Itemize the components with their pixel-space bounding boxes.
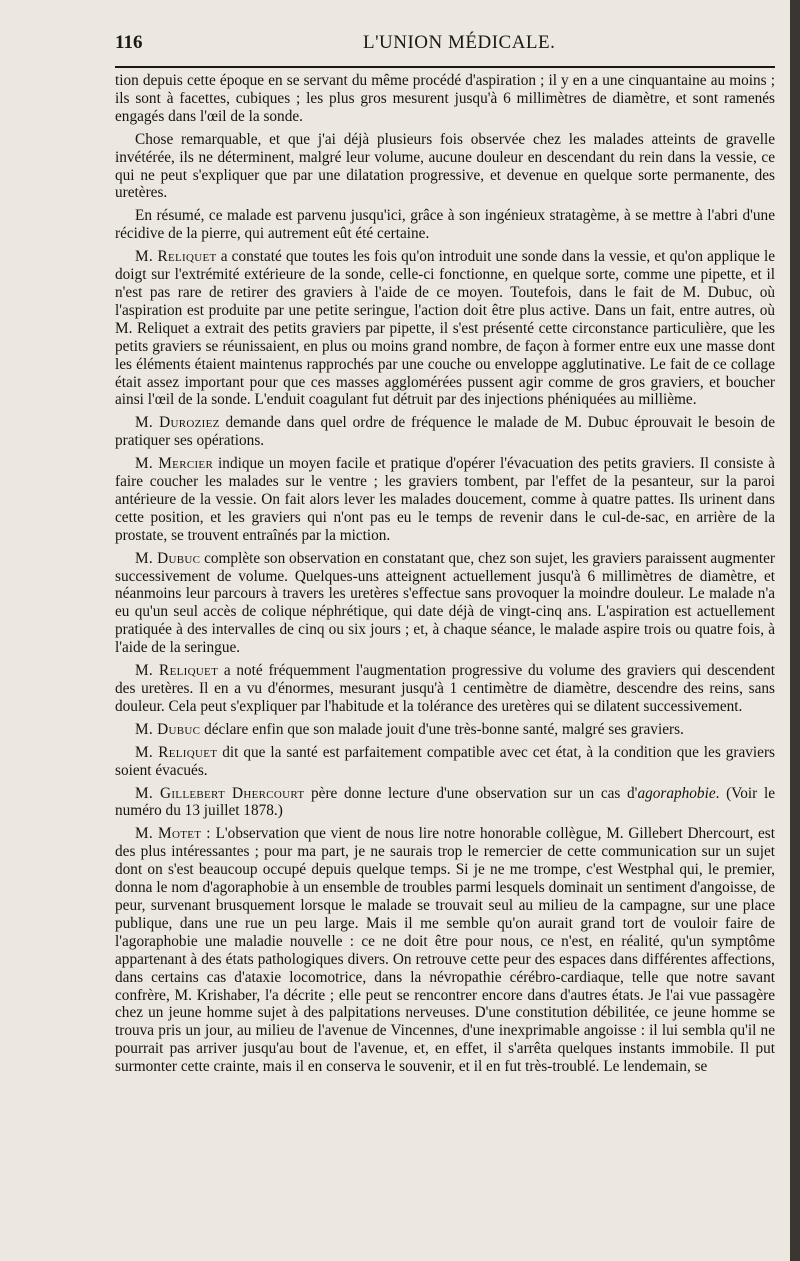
speaker-name: M. Dubuc bbox=[135, 549, 201, 567]
paragraph: M. Dubuc complète son observation en constatant que, chez son sujet, les graviers paraissent augmenter successivement de volume. Quelques-uns atteignent actuellement jusqu'à 6 millimètres de diamètre, et néanmoins leur parcours à travers les uretères s'effectue sans provoquer la moindre douleur. Le malade n'a eu qu'un seul accès de colique néphrétique, qui date déjà de vingt-cinq ans. L'aspiration est actuellement pratiquée à des intervalles de cinq ou six jours ; et, à chaque séance, le malade aspire trois ou quatre fois, à l'aide de la seringue. bbox=[115, 549, 775, 657]
speaker-name: M. Dubuc bbox=[135, 720, 201, 738]
header-rule bbox=[115, 66, 775, 68]
paragraph: tion depuis cette époque en se servant du même procédé d'aspiration ; il y en a une cinquantaine au moins ; ils sont à facettes, cubiques ; les plus gros mesurent jusqu'à 6 millimètres de diamètre, et sont ramenés engagés dans l'œil de la sonde. bbox=[115, 72, 775, 125]
paragraph: M. Reliquet a noté fréquemment l'augmentation progressive du volume des graviers qui descendent des uretères. Il en a vu d'énormes, mesurant jusqu'à 1 centimètre de diamètre, descendre des reins, sans douleur. Cela peut s'expliquer par l'habitude et la tolérance des uretères qui se dilatent successivement. bbox=[115, 662, 775, 715]
body-text bbox=[115, 72, 775, 1081]
paragraph: M. Reliquet a constaté que toutes les fois qu'on introduit une sonde dans la vessie, et qu'on applique le doigt sur l'extrémité extérieure de la sonde, celle-ci fonctionne, en quelque sorte, comme une pipette, et il n'est pas rare de retirer des graviers à l'aide de ce moyen. Toutefois, dans le fait de M. Dubuc, où l'aspiration est produite par une petite seringue, l'action doit être plus active. Dans un fait, entre autres, où M. Reliquet a extrait des petits graviers par pipette, il s'est présenté cette circonstance particulière, que les petits graviers se réunissaient, en plus ou moins grand nombre, de façon à former entre eux une masse dont les éléments étaient maintenus rapprochés par une couche ou enveloppe agglutinative. Le fait de ce collage était assez important pour que ces masses agglomérées pussent agir comme de gros graviers, et boucher ainsi l'œil de la sonde. L'enduit coagulant fut détruit par des injections phéniquées au millième. bbox=[115, 248, 776, 409]
speaker-name: M. Duroziez bbox=[135, 414, 220, 432]
speaker-name: M. Reliquet bbox=[135, 248, 217, 266]
speaker-name: M. Mercier bbox=[135, 455, 214, 473]
paragraph: M. Gillebert Dhercourt père donne lecture d'une observation sur un cas d'agoraphobie. (Voir le numéro du 13 juillet 1878.) bbox=[115, 784, 775, 820]
running-title: L'UNION MÉDICALE. bbox=[363, 32, 556, 53]
page-edge bbox=[790, 0, 800, 1261]
paragraph: En résumé, ce malade est parvenu jusqu'ici, grâce à son ingénieux stratagème, à se mettre à l'abri d'une récidive de la pierre, qui autrement eût été certaine. bbox=[115, 207, 775, 243]
speaker-name: M. Motet : bbox=[135, 825, 211, 843]
paragraph: M. Dubuc déclare enfin que son malade jouit d'une très-bonne santé, malgré ses graviers. bbox=[135, 720, 684, 738]
paragraph: M. Motet : L'observation que vient de nous lire notre honorable collègue, M. Gillebert Dhercourt, est des plus intéressantes ; pour ma part, je ne saurais trop le remercier de cette communication sur un sujet dont on s'est beaucoup occupé depuis quelque temps. Si je ne me trompe, c'est Westphal qui, le premier, donna le nom d'agoraphobie à un ensemble de troubles parmi lesquels dominait un sentiment d'angoisse, de peur, survenant brusquement lorsque le malade se trouvait seul au milieu de la campagne, sur une place publique, dans une rue un peu large. Mais il me semble qu'on aurait grand tort de vouloir faire de l'agoraphobie une maladie nouvelle : ce ne doit être pour nous, ce n'est, en réalité, qu'un symptôme appartenant à des états pathologiques divers. On retrouve cette peur des espaces dans différentes affections, dans certains cas d'ataxie locomotrice, dans la névropathie cérébro-cardiaque, telle que notre savant confrère, M. Krishaber, l'a décrite ; elle peut se rencontrer encore dans d'autres états. Je l'ai vue passagère chez un jeune homme sujet à des palpitations nerveuses. D'une constitution débilitée, ce jeune homme se trouva pris un jour, au milieu de l'avenue de Vincennes, d'une inexprimable angoisse : il lui sembla qu'il ne pourrait pas arriver jusqu'au bout de l'avenue, et, en effet, il s'arrêta quelques instants immobile. Il put surmonter cette crainte, mais il en conserva le souvenir, et il en fut très-troublé. Le lendemain, se bbox=[115, 825, 776, 1076]
page-header bbox=[115, 28, 745, 58]
speaker-name: M. Reliquet bbox=[135, 662, 219, 680]
speaker-name: M. Gillebert Dhercourt bbox=[135, 784, 305, 802]
paragraph: M. Mercier indique un moyen facile et pratique d'opérer l'évacuation des petits graviers. Il consiste à faire coucher les malades sur le ventre ; les graviers tombent, par l'effet de la pesanteur, sur la paroi antérieure de la vessie. On fait alors lever les malades doucement, comme à quatre pattes. Ils urinent dans cette position, et les graviers qui n'ont pas eu le temps de revenir dans le cul-de-sac, en arrière de la prostate, se trouvent entraînés par la miction. bbox=[115, 455, 776, 544]
page-number: 116 bbox=[115, 32, 143, 53]
paragraph: M. Duroziez demande dans quel ordre de fréquence le malade de M. Dubuc éprouvait le besoin de pratiquer ses opérations. bbox=[115, 414, 775, 450]
speaker-name: M. Reliquet bbox=[135, 743, 218, 761]
paragraph: Chose remarquable, et que j'ai déjà plusieurs fois observée chez les malades atteints de gravelle invétérée, ils ne déterminent, malgré leur volume, aucune douleur en descendant du rein dans la vessie, ce qui ne peut s'expliquer que par une dilatation progressive, et devenue en quelque sorte permanente, des uretères. bbox=[115, 130, 775, 202]
italic-term: agoraphobie bbox=[637, 784, 716, 802]
paragraph: M. Reliquet dit que la santé est parfaitement compatible avec cet état, à la condition que les graviers soient évacués. bbox=[115, 743, 775, 779]
